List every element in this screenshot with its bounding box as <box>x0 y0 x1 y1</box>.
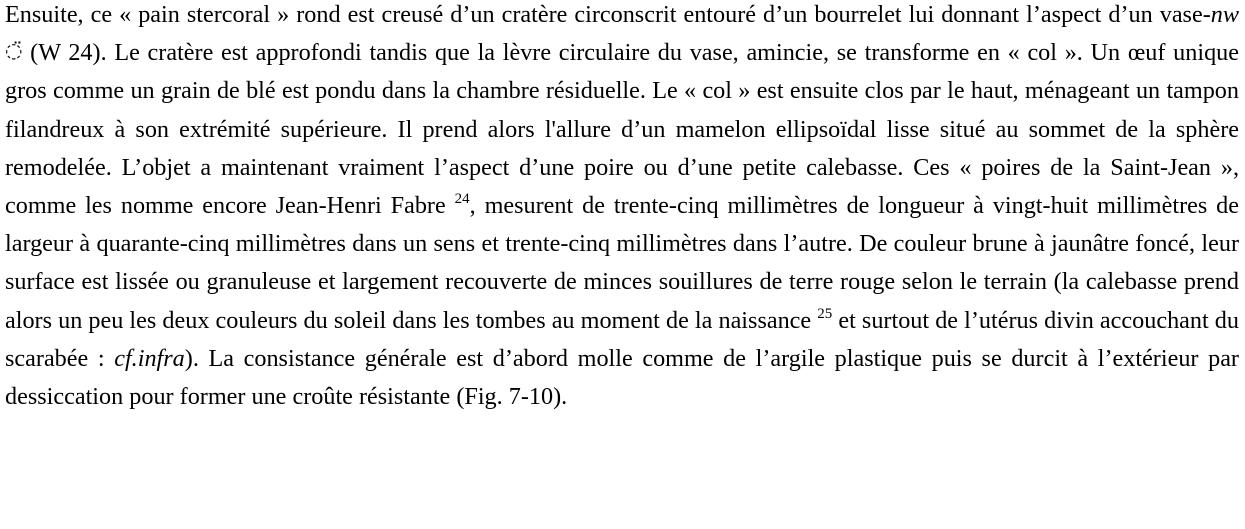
text-run: (W 24). Le cratère est approfondi tandis que la lèvre circulaire du vase, amincie, se transforme en « col ». Un œuf unique gros comme un grain de blé est pondu dans la chambre résiduelle. Le « col » est ensuite clos par le haut, ménageant un tampon filandreux à son extrémité supérieure. Il prend alors l'allure d’un mamelon ellipsoïdal lisse situé au sommet de la sphère remodelée. L’objet a maintenant vraiment l’aspect d’une poire ou d’une petite calebasse. Ces « poires de la Saint-Jean », comme les nomme encore Jean-Henri Fabre <box>5 39 1239 220</box>
footnote-ref-24[interactable]: 24 <box>454 191 470 208</box>
text-run: ). La consistance générale est d’abord molle comme de l’argile plastique puis se durcit à l’extérieur par dessiccation pour former une croûte résistante (Fig. 7-10). <box>5 344 1239 411</box>
footnote-ref-25[interactable]: 25 <box>817 305 833 322</box>
body-paragraph <box>5 0 1239 416</box>
italic-cf-infra: cf.infra <box>114 344 185 372</box>
text-run: et surtout de l’utérus divin accouchant du scarabée : <box>5 306 1239 372</box>
italic-term-nw: nw <box>1210 1 1239 28</box>
text-run: , mesurent de trente-cinq millimètres de longueur à vingt-huit millimètres de largeur à quarante-cinq millimètres dans un sens et trente-cinq millimètres dans l’autre. De couleur brune à jaunâtre foncé, leur surface est lissée ou granuleuse et largement recouverte de minces souillures de terre rouge selon le terrain (la calebasse prend alors un peu les deux couleurs du soleil dans les tombes au moment de la naissance <box>5 192 1239 334</box>
vase-hieroglyph-icon: ◌̈ <box>5 38 23 63</box>
text-run: Ensuite, ce « pain stercoral » rond est creusé d’un cratère circonscrit entouré d’un bourrelet lui donnant l’aspect d’un vase- <box>5 1 1211 28</box>
